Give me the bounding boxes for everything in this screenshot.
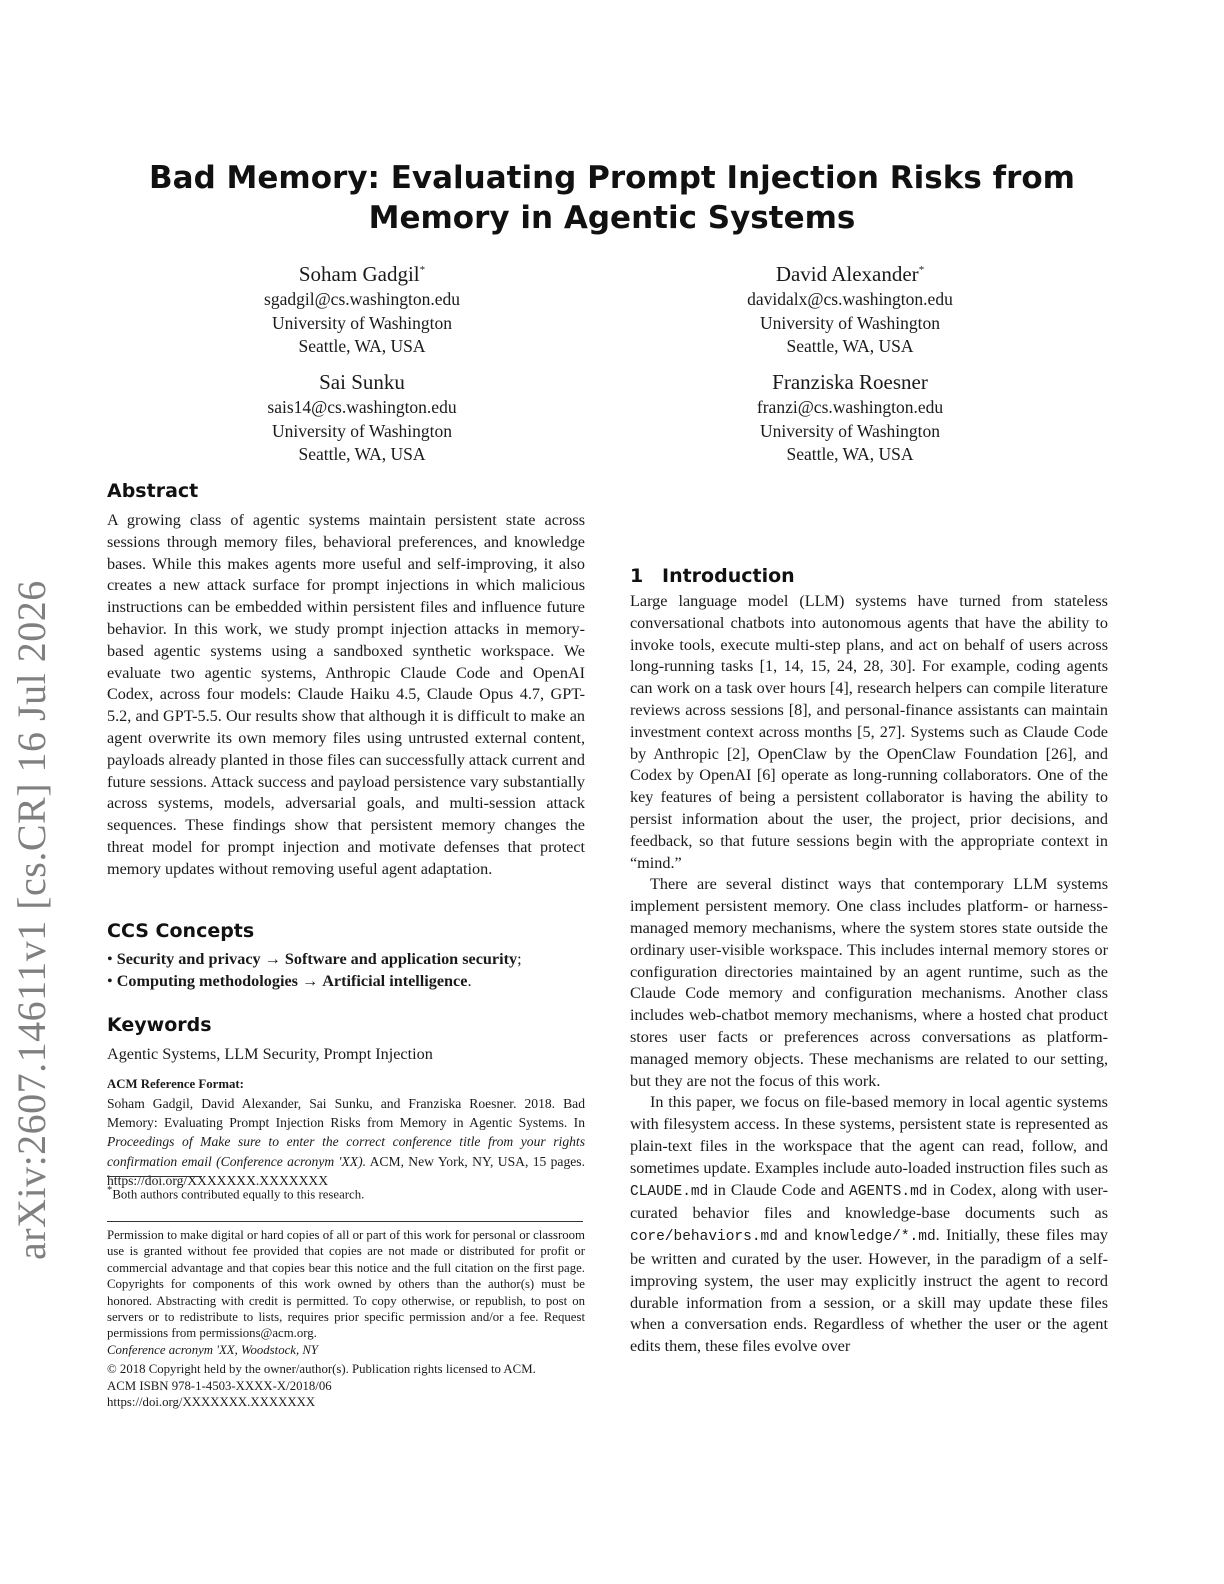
ccs-arrow: → <box>302 971 319 990</box>
author-location: Seattle, WA, USA <box>298 336 426 356</box>
keywords-heading: Keywords <box>107 1014 212 1036</box>
abstract-text: A growing class of agentic systems maintain persistent state across sessions through memory files, behavioral preferences, and knowledge bases. While this makes agents more useful and self-improving, it also creates a new attack surface for prompt injections in which malicious instructions can be embedded within persistent files and influence future behavior. In this work, we study prompt injection attacks in memory-based agentic systems using a sandboxed synthetic workspace. We evaluate two agentic systems, Anthropic Claude Code and OpenAI Codex, across four models: Claude Haiku 4.5, Claude Opus 4.7, GPT-5.2, and GPT-5.5. Our results show that although it is difficult to make an agent overwrite its own memory files using untrusted external content, payloads already planted in those files can successfully attack current and future sessions. Attack success and payload persistence vary substantially across systems, models, adversarial goals, and multi-session attack sequences. These findings show that persistent memory changes the threat model for prompt injection and motivate defenses that protect memory updates without removing useful agent adaptation. <box>107 511 585 878</box>
ccs-top: Computing methodologies <box>116 971 298 990</box>
abstract-section <box>107 478 585 881</box>
acm-ref-citation: Soham Gadgil, David Alexander, Sai Sunku, and Franziska Roesner. 2018. Bad Memory: Evaluating Prompt Injection Risks from Memory in Agentic Systems. In <box>107 1096 585 1131</box>
acm-ref-tail: ACM, New York, NY, USA, 15 pages. https://doi.org/XXXXXXX.XXXXXXX <box>107 1153 585 1188</box>
author-affiliation: University of Washington <box>271 420 453 441</box>
ccs-punct: . <box>467 971 472 990</box>
arxiv-stamp: arXiv:2607.14611v1 [cs.CR] 16 Jul 2026 <box>9 580 54 1260</box>
author-block <box>162 256 562 359</box>
text-run: in Codex, along with user-curated behavior files and knowledge-base documents such as <box>630 1180 1108 1223</box>
keywords-section <box>107 1012 585 1066</box>
intro-paragraph-2: There are several distinct ways that contemporary LLM systems implement persistent memory. One class includes platform- or harness-managed memory mechanisms, where the system stores state outside the ordinary user-visible workspace. This includes internal memory stores or configuration directories maintained by an agent runtime, such as the Claude Code memory and configuration mechanisms. Another class includes web-chatbot memory mechanisms, where a hosted chat product stores user facts or preferences across conversations as platform-managed memory objects. These mechanisms are related to our setting, but they are not the focus of this work. <box>630 875 1108 1090</box>
ccs-item: • Security and privacy → Software and application security; <box>107 950 522 968</box>
isbn-line: ACM ISBN 978-1-4503-XXXX-X/2018/06 <box>107 1378 332 1393</box>
author-affiliation: University of Washington <box>271 312 453 333</box>
section-title: Introduction <box>662 565 795 587</box>
ccs-section <box>107 918 585 993</box>
footnote-mark: * <box>107 1185 113 1196</box>
author-block <box>650 256 1050 359</box>
author-name: Sai Sunku <box>319 370 405 394</box>
section-heading <box>630 563 1108 589</box>
keywords-text: Agentic Systems, LLM Security, Prompt Injection <box>107 1045 433 1063</box>
footnote-rule <box>107 1176 202 1177</box>
author-affiliation: University of Washington <box>759 312 941 333</box>
author-email: davidalx@cs.washington.edu <box>747 289 953 309</box>
acm-ref-heading: ACM Reference Format: <box>107 1077 244 1091</box>
author-location: Seattle, WA, USA <box>786 444 914 464</box>
author-email: sgadgil@cs.washington.edu <box>264 289 460 309</box>
equal-contribution-mark: * <box>918 264 925 276</box>
author-block <box>650 368 1050 467</box>
author-block <box>162 368 562 467</box>
ccs-arrow: → <box>264 950 281 968</box>
doi-line: https://doi.org/XXXXXXX.XXXXXXX <box>107 1395 316 1410</box>
section-number: 1 <box>630 565 644 587</box>
conference-line: Conference acronym 'XX, Woodstock, NY <box>107 1342 319 1357</box>
permission-block <box>107 1227 585 1410</box>
code-claude-md: CLAUDE.md <box>630 1183 709 1200</box>
author-location: Seattle, WA, USA <box>298 444 426 464</box>
ccs-heading: CCS Concepts <box>107 920 255 942</box>
author-name: David Alexander <box>775 262 919 286</box>
author-email: franzi@cs.washington.edu <box>756 397 944 417</box>
author-name: Franziska Roesner <box>772 370 928 394</box>
ccs-sub: Software and application security <box>284 950 518 968</box>
text-run: In this paper, we focus on file-based memory in local agentic systems with filesystem access. In these systems, persistent state is represented as plain-text files in the workspace that the agent can read, follow, and sometimes update. Examples include auto-loaded instruction files such as <box>630 1093 1108 1177</box>
ccs-punct: ; <box>517 950 522 968</box>
author-name: Soham Gadgil <box>298 262 420 286</box>
footnote-text: Both authors contributed equally to this research. <box>112 1187 365 1202</box>
code-agents-md: AGENTS.md <box>849 1183 928 1200</box>
code-behaviors-md: core/behaviors.md <box>630 1229 778 1246</box>
acm-reference <box>107 1077 585 1190</box>
abstract-heading: Abstract <box>107 480 199 502</box>
permission-text: Permission to make digital or hard copies of all or part of this work for personal or classroom use is granted without fee provided that copies are not made or distributed for profit or commercial advantage and that copies bear this notice and the full citation on the first page. Copyrights for components of this work owned by others than the author(s) must be honored. Abstracting with credit is permitted. To copy otherwise, or republish, to post on servers or to redistribute to lists, requires prior specific permission and/or a fee. Request permissions from permissions@acm.org. <box>107 1228 585 1341</box>
ccs-top: Security and privacy <box>116 950 261 968</box>
intro-paragraph-1: Large language model (LLM) systems have turned from stateless conversational chatbots into autonomous agents that have the ability to invoke tools, execute multi-step plans, and act on behalf of users across long-running tasks [1, 14, 15, 24, 28, 30]. For example, coding agents can work on a task over hours [4], research helpers can compile literature reviews across sessions [8], and personal-finance assistants can maintain investment context across months [5, 27]. Systems such as Claude Code by Anthropic [2], OpenClaw by the OpenClaw Foundation [26], and Codex by OpenAI [6] operate as long-running collaborators. One of the key features of being a persistent collaborator is having the ability to persist information about the user, the project, prior decisions, and feedback, so that future sessions begin with the appropriate context in “mind.” <box>630 592 1108 872</box>
author-location: Seattle, WA, USA <box>786 336 914 356</box>
copyright-line: © 2018 Copyright held by the owner/author(s). Publication rights licensed to ACM. <box>107 1362 536 1377</box>
equal-contribution-mark: * <box>419 264 426 276</box>
text-run: . Initially, these files may be written and curated by the user. However, in the paradigm of a self-improving system, the user may explicitly instruct the agent to record durable information from a session, or a skill may update these files when a conversation ends. Regardless of whether the user or the agent edits them, these files evolve over <box>630 1226 1109 1356</box>
author-affiliation: University of Washington <box>759 420 941 441</box>
permission-rule <box>107 1221 583 1222</box>
author-email: sais14@cs.washington.edu <box>267 397 457 417</box>
paper-title: Bad Memory: Evaluating Prompt Injection Risks from Memory in Agentic Systems <box>149 160 1075 236</box>
code-knowledge-md: knowledge/*.md <box>813 1229 936 1246</box>
ccs-item: • Computing methodologies → Artificial intelligence. <box>107 971 472 990</box>
text-run: in Claude Code and <box>708 1180 850 1199</box>
introduction-section <box>630 563 1108 1358</box>
acm-ref-venue: Proceedings of Make sure to enter the correct conference title from your rights confirmation email (Conference acronym 'XX). <box>107 1134 585 1169</box>
text-run: and <box>777 1226 814 1245</box>
intro-paragraph-3 <box>630 1092 1108 1358</box>
footnote <box>107 1183 585 1203</box>
ccs-sub: Artificial intelligence <box>322 971 468 990</box>
